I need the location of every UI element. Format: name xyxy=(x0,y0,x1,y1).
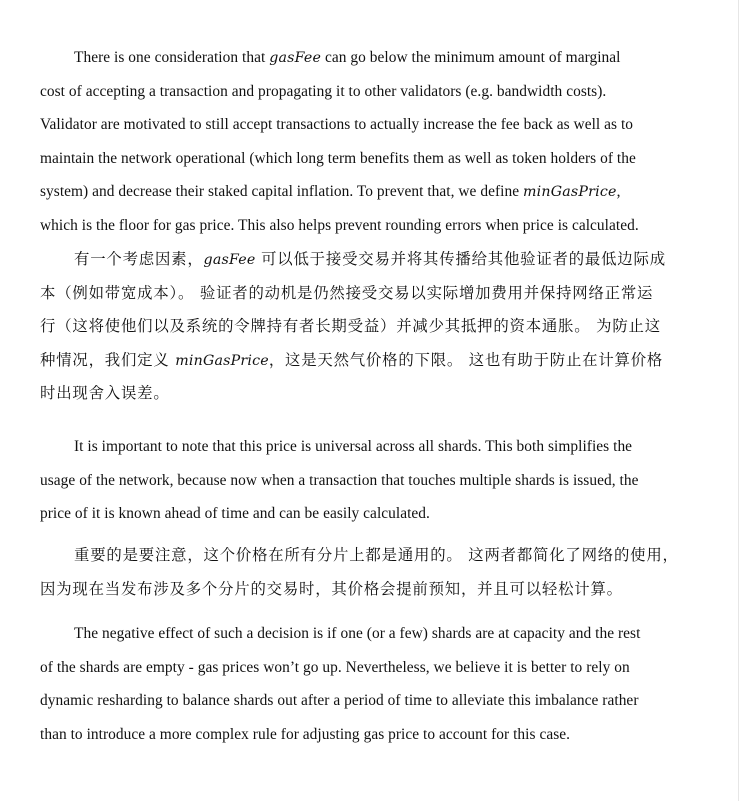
text-run: than to introduce a more complex rule for adjusting gas price to account for this case. xyxy=(40,725,571,743)
text-line xyxy=(40,497,700,531)
text-line xyxy=(40,209,700,243)
text-run: The negative effect of such a decision is if one (or a few) shards are at capacity and the rest xyxy=(74,625,641,642)
text-line xyxy=(40,718,700,752)
text-line xyxy=(40,41,700,75)
text-run: There is one consideration that xyxy=(74,49,270,66)
text-line xyxy=(40,539,700,573)
text-run: usage of the network, because now when a transaction that touches multiple shards is issued, the xyxy=(40,471,639,489)
text-line xyxy=(40,651,700,685)
text-line xyxy=(40,344,700,378)
text-run: 行（这将使他们以及系统的令牌持有者长期受益）并减少其抵押的资本通胀。 为防止这 xyxy=(40,317,661,336)
paragraph-gas-fee-zh xyxy=(40,243,700,411)
math-term: minGasPrice xyxy=(175,352,269,369)
text-run: cost of accepting a transaction and propagating it to other validators (e.g. bandwidth costs). xyxy=(40,82,607,100)
text-run: 可以低于接受交易并将其传播给其他验证者的最低边际成 xyxy=(255,250,666,268)
math-term: gasFee xyxy=(203,252,256,268)
paragraph-gas-fee-en xyxy=(40,41,700,243)
text-line xyxy=(40,617,700,651)
text-run: 时出现舍入误差。 xyxy=(40,384,170,403)
text-run: 重要的是要注意，这个价格在所有分片上都是通用的。 这两者都简化了网络的使用， xyxy=(74,546,679,564)
text-line xyxy=(40,310,700,344)
text-run: It is important to note that this price is universal across all shards. This both simplifies the xyxy=(74,438,633,455)
text-run: , xyxy=(616,183,621,201)
paragraph-universal-price-en xyxy=(40,430,700,531)
text-line xyxy=(40,175,700,209)
text-run: ，这是天然气价格的下限。 这也有助于防止在计算价格 xyxy=(268,350,664,369)
text-run: system) and decrease their staked capital inflation. To prevent that, we define xyxy=(40,183,523,201)
text-line xyxy=(40,464,700,498)
paragraph-universal-price-zh xyxy=(40,539,700,606)
paragraph-negative-effect-en xyxy=(40,617,700,751)
text-run: 因为现在当发布涉及多个分片的交易时，其价格会提前预知，并且可以轻松计算。 xyxy=(40,579,623,598)
text-run: dynamic resharding to balance shards out after a period of time to alleviate this imbalance rather xyxy=(40,692,639,710)
text-line xyxy=(40,243,700,277)
text-line xyxy=(40,75,700,109)
text-run: price of it is known ahead of time and can be easily calculated. xyxy=(40,505,430,523)
text-run: maintain the network operational (which long term benefits them as well as token holders of the xyxy=(40,149,636,167)
text-run: can go below the minimum amount of marginal xyxy=(321,49,621,66)
text-line xyxy=(40,377,700,411)
text-line xyxy=(40,430,700,464)
text-line xyxy=(40,142,700,176)
math-term: minGasPrice xyxy=(523,184,617,201)
text-line xyxy=(40,108,700,142)
text-run: 本（例如带宽成本）。 验证者的动机是仍然接受交易以实际增加费用并保持网络正常运 xyxy=(40,283,654,302)
text-run: of the shards are empty - gas prices won’t go up. Nevertheless, we believe it is better to rely on xyxy=(40,658,630,676)
text-run: which is the floor for gas price. This also helps prevent rounding errors when price is calculated. xyxy=(40,216,639,234)
text-line xyxy=(40,573,700,607)
text-run: Validator are motivated to still accept transactions to actually increase the fee back as well as to xyxy=(40,116,634,134)
text-line xyxy=(40,277,700,311)
text-run: 有一个考虑因素， xyxy=(74,250,204,268)
math-term: gasFee xyxy=(269,50,322,66)
text-run: 种情况，我们定义 xyxy=(40,350,176,369)
text-line xyxy=(40,684,700,718)
